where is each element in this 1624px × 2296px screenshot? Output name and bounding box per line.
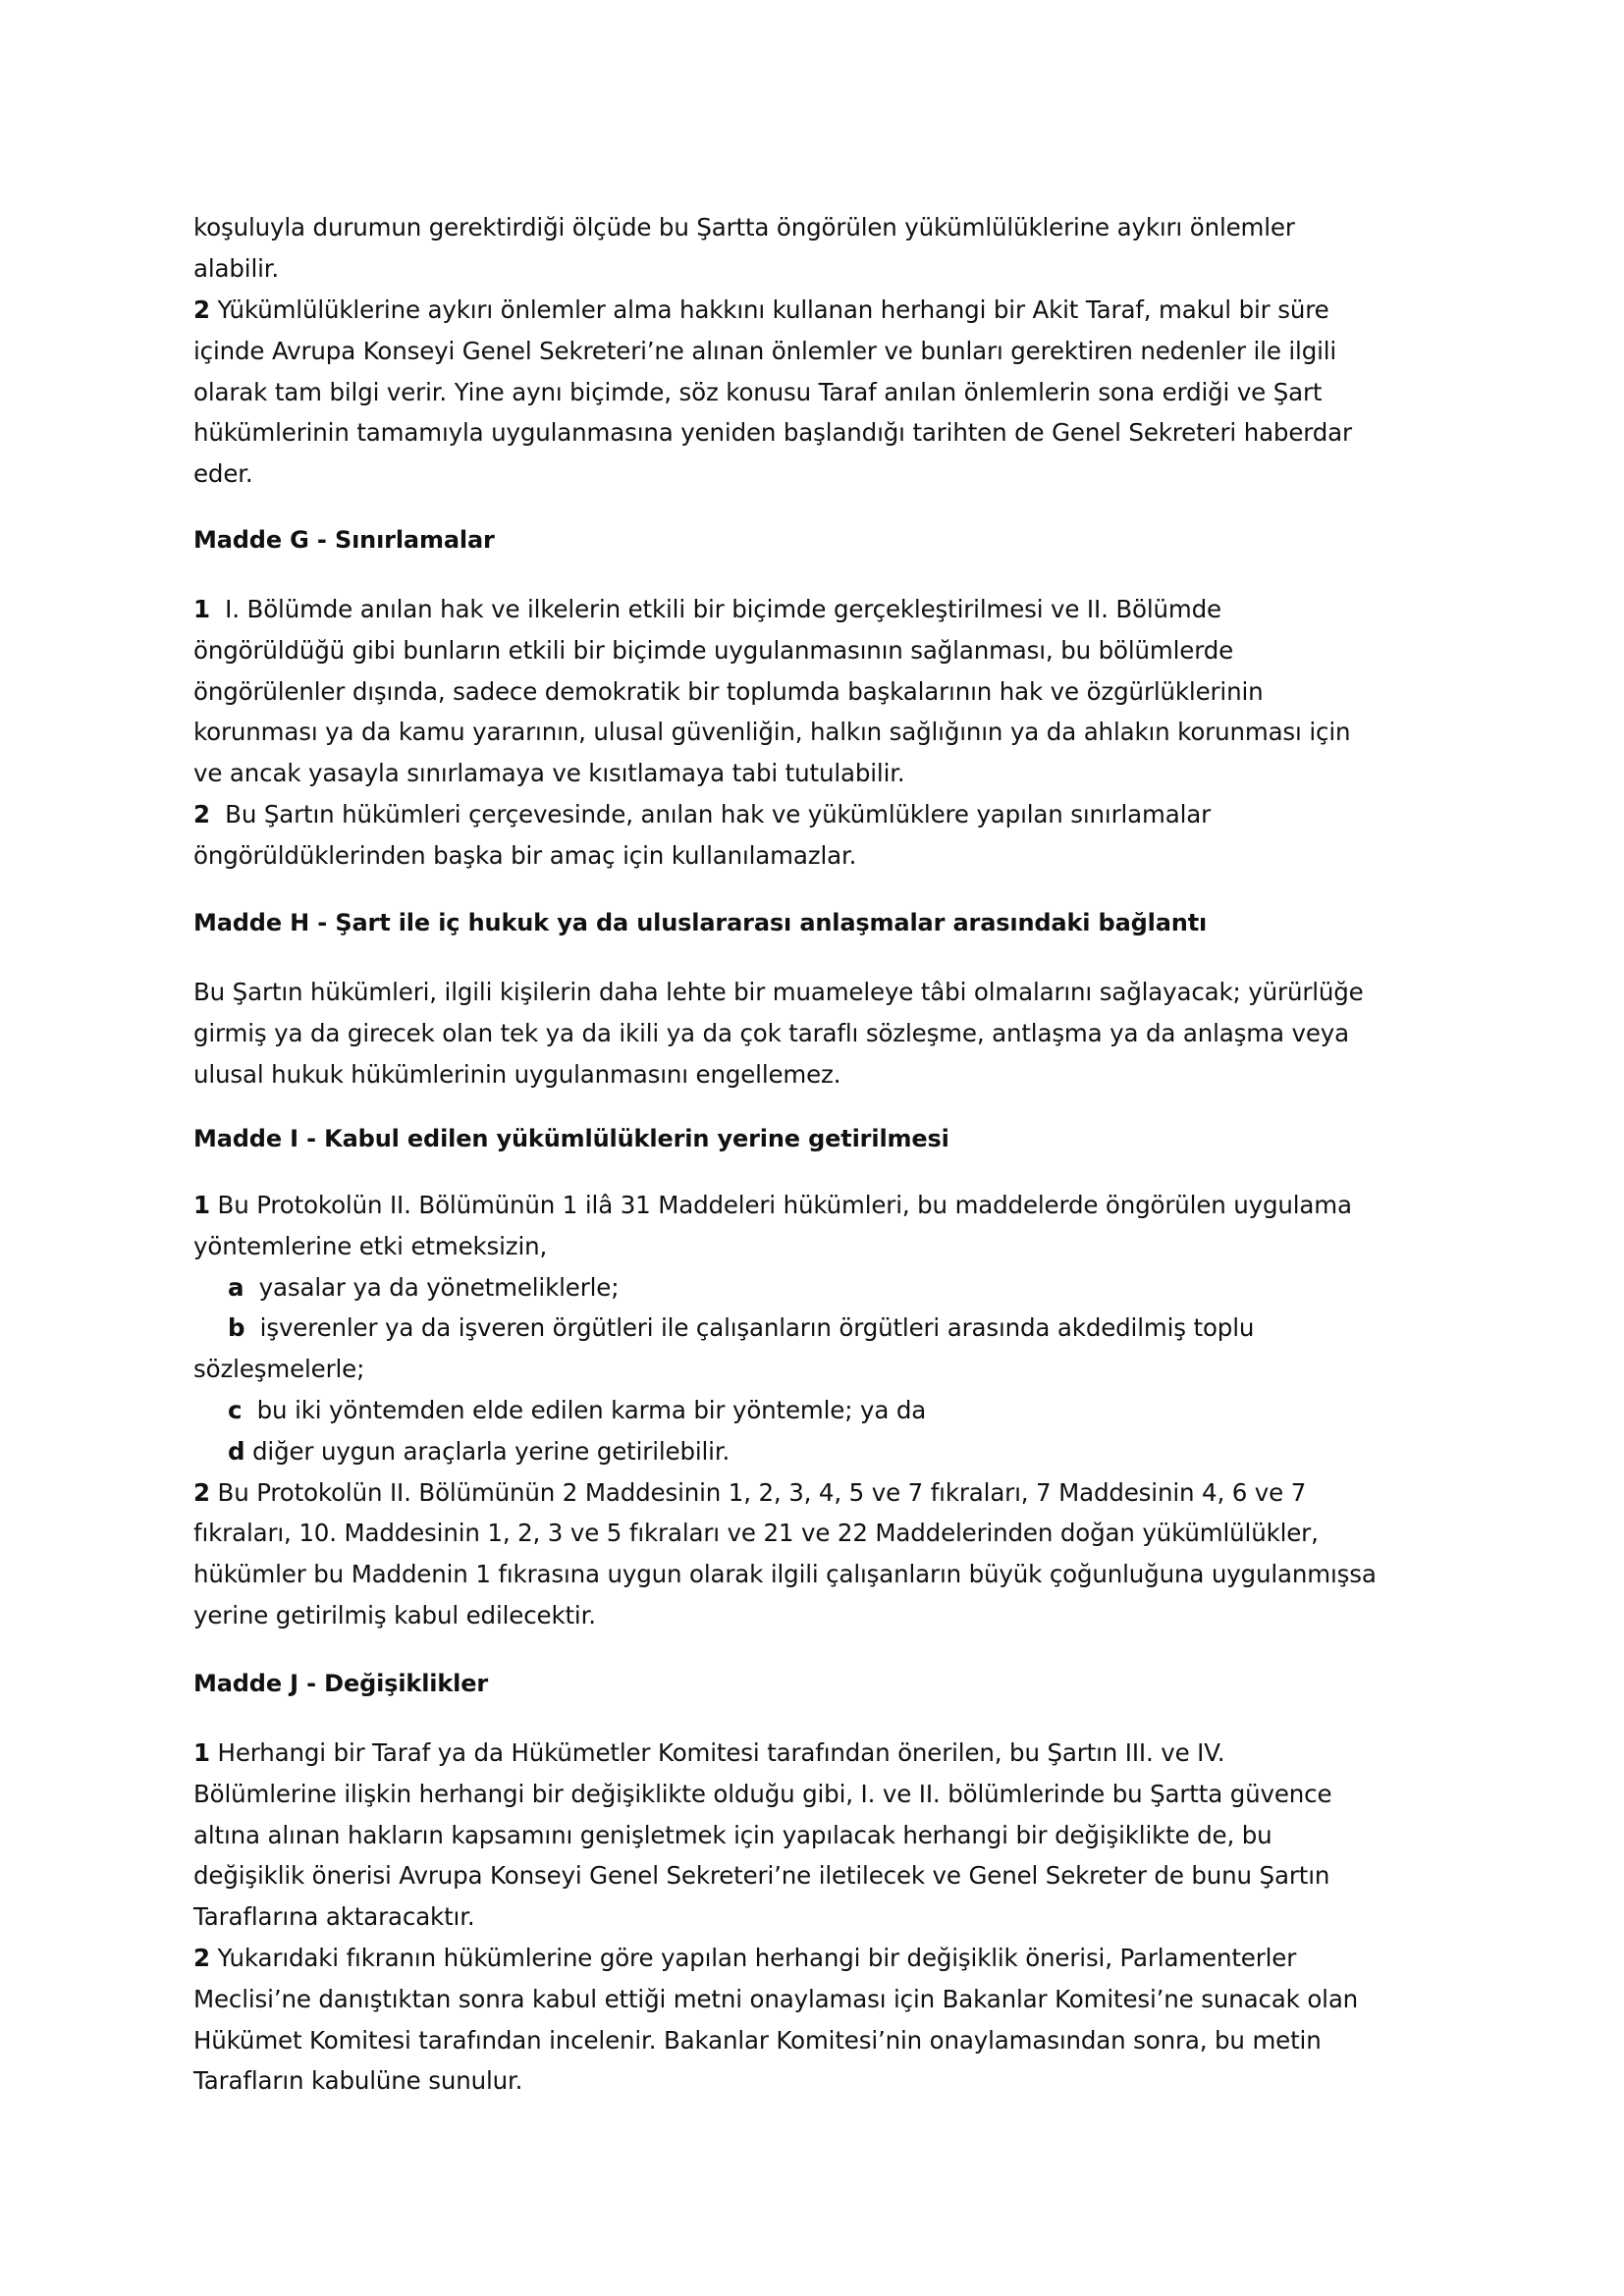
text-line: yöntemlerine etki etmeksizin, — [193, 1231, 548, 1260]
list-item-text: yasalar ya da yönetmeliklerle; — [244, 1272, 620, 1302]
text-line: öngörüldüğü gibi bunların etkili bir biçimde uygulanmasının sağlanması, bu bölümlerde — [193, 635, 1234, 665]
text-line: öngörüldüklerinden başka bir amaç için kullanılamazlar. — [193, 840, 857, 870]
paragraph-number: 1 — [193, 595, 210, 623]
text-line: Meclisi’ne danıştıktan sonra kabul ettiği metni onaylaması için Bakanlar Komitesi’ne sunacak olan — [193, 1984, 1359, 2013]
text-line: koşuluyla durumun gerektirdiği ölçüde bu Şartta öngörülen yükümlülüklerine aykırı önlemler — [193, 213, 1295, 241]
madde-h-paragraph — [193, 972, 1431, 1095]
text-line: Bu Şartın hükümleri çerçevesinde, anılan hak ve yükümlüklere yapılan sınırlamalar — [209, 800, 1212, 828]
madde-g-paragraph-2 — [193, 794, 1431, 877]
text-line: altına alınan hakların kapsamını genişletmek için yapılacak herhangi bir değişiklikte de, bu — [193, 1820, 1272, 1849]
text-line: fıkraları, 10. Maddesinin 1, 2, 3 ve 5 fıkraları ve 21 ve 22 Maddelerinden doğan yükümlülükler, — [193, 1519, 1319, 1548]
list-item-b-continuation: sözleşmelerle; — [193, 1355, 365, 1384]
text-line: Bu Protokolün II. Bölümünün 2 Maddesinin 1, 2, 3, 4, 5 ve 7 fıkraları, 7 Maddesinin 4, 6 ve 7 — [209, 1477, 1307, 1507]
paragraph-f2 — [193, 290, 1431, 495]
list-item-d — [193, 1431, 1431, 1472]
text-line: I. Bölümde anılan hak ve ilkelerin etkili bir biçimde gerçekleştirilmesi ve II. Bölümde — [209, 595, 1221, 623]
madde-g-paragraph-1 — [193, 589, 1431, 794]
text-line: Bu Protokolün II. Bölümünün 1 ilâ 31 Maddeleri hükümleri, bu maddelerde öngörülen uygulama — [209, 1191, 1352, 1219]
text-line: Herhangi bir Taraf ya da Hükümetler Komitesi tarafından önerilen, bu Şartın III. ve IV. — [209, 1738, 1225, 1767]
text-line: öngörülenler dışında, sadece demokratik bir toplumda başkalarının hak ve özgürlüklerinin — [193, 676, 1264, 706]
list-item-c — [193, 1390, 1431, 1431]
text-line: ulusal hukuk hükümlerinin uygulanmasını engellemez. — [193, 1059, 841, 1089]
madde-j-paragraph-1 — [193, 1733, 1431, 2102]
text-line: Hükümet Komitesi tarafından incelenir. Bakanlar Komitesi’nin onaylamasından sonra, bu metin — [193, 2025, 1322, 2055]
section-heading-madde-g: Madde G - Sınırlamalar — [193, 526, 495, 554]
list-letter: c — [228, 1395, 243, 1424]
text-line: içinde Avrupa Konseyi Genel Sekreteri’ne alınan önlemler ve bunları gerektiren nedenler ile ilgili — [193, 336, 1337, 365]
list-item-text: diğer uygun araçlarla yerine getirilebilir. — [244, 1436, 731, 1466]
text-line: korunması ya da kamu yararının, ulusal güvenliğin, halkın sağlığının ya da ahlakın korunması için — [193, 718, 1351, 747]
text-line: girmiş ya da girecek olan tek ya da ikili ya da çok taraflı sözleşme, antlaşma ya da anlaşma veya — [193, 1018, 1349, 1047]
text-line: Yükümlülüklerine aykırı önlemler alma hakkını kullanan herhangi bir Akit Taraf, makul bir süre — [209, 295, 1329, 324]
list-letter: a — [228, 1272, 244, 1302]
text-line: yerine getirilmiş kabul edilecektir. — [193, 1600, 596, 1629]
list-item-b — [193, 1308, 1431, 1349]
text-line: olarak tam bilgi verir. Yine aynı biçimde, söz konusu Taraf anılan önlemlerin sona erdiği ve Şart — [193, 377, 1323, 406]
text-line: Tarafların kabulüne sunulur. — [193, 2066, 523, 2096]
paragraph-number: 2 — [193, 800, 210, 828]
text-line: değişiklik önerisi Avrupa Konseyi Genel Sekreteri’ne iletilecek ve Genel Sekreter de bunu Şartın — [193, 1861, 1330, 1891]
text-line: Bölümlerine ilişkin herhangi bir değişiklikte olduğu gibi, I. ve II. bölümlerinde bu Şartta güvence — [193, 1779, 1332, 1808]
paragraph-number: 1 — [193, 1738, 210, 1767]
text-line: eder. — [193, 459, 253, 489]
text-line: alabilir. — [193, 253, 280, 283]
list-item-text: bu iki yöntemden elde edilen karma bir yöntemle; ya da — [242, 1395, 927, 1424]
madde-i-paragraph-1 — [193, 1185, 1431, 1636]
text-line: ve ancak yasayla sınırlamaya ve kısıtlamaya tabi tutulabilir. — [193, 759, 905, 788]
paragraph-number: 2 — [193, 295, 210, 324]
text-line: hükümlerinin tamamıyla uygulanmasına yeniden başlandığı tarihten de Genel Sekreteri haberdar — [193, 418, 1352, 448]
list-item-a — [193, 1267, 1431, 1308]
list-letter: d — [228, 1436, 245, 1466]
text-line: Yukarıdaki fıkranın hükümlerine göre yapılan herhangi bir değişiklik önerisi, Parlamenterler — [209, 1943, 1297, 1972]
paragraph-number: 2 — [193, 1943, 210, 1972]
text-line: hükümler bu Maddenin 1 fıkrasına uygun olarak ilgili çalışanların büyük çoğunluğuna uygulanmışsa — [193, 1560, 1377, 1589]
list-letter: b — [228, 1313, 245, 1343]
paragraph-number: 2 — [193, 1477, 210, 1507]
section-heading-madde-j: Madde J - Değişiklikler — [193, 1670, 489, 1697]
section-heading-madde-h: Madde H - Şart ile iç hukuk ya da uluslararası anlaşmalar arasındaki bağlantı — [193, 909, 1208, 936]
section-heading-madde-i: Madde I - Kabul edilen yükümlülüklerin yerine getirilmesi — [193, 1125, 949, 1152]
text-line: Taraflarına aktaracaktır. — [193, 1902, 475, 1932]
paragraph-number: 1 — [193, 1191, 210, 1219]
intro-paragraph — [193, 207, 1431, 290]
list-item-text: işverenler ya da işveren örgütleri ile çalışanların örgütleri arasında akdedilmiş toplu — [244, 1313, 1255, 1343]
text-line: Bu Şartın hükümleri, ilgili kişilerin daha lehte bir muameleye tâbi olmalarını sağlayacak; yürürlüğe — [193, 978, 1364, 1006]
